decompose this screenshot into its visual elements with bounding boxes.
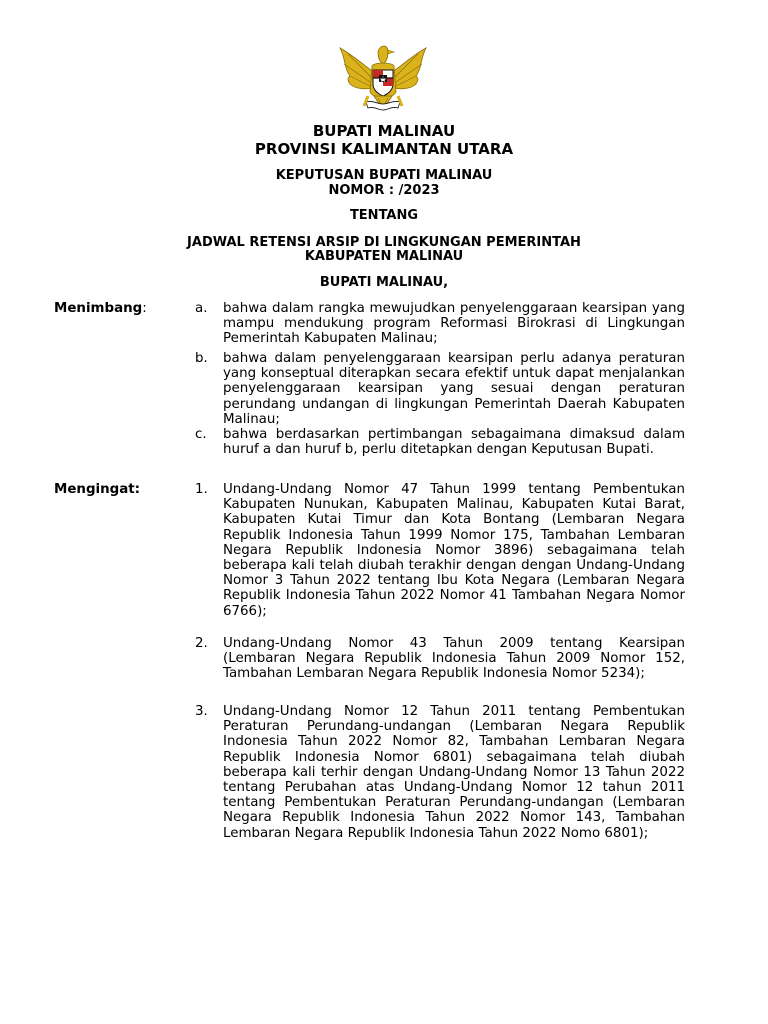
regent-title: BUPATI MALINAU [312, 122, 456, 140]
item-text: Undang-Undang Nomor 43 Tahun 2009 tentang Kearsipan (Lembaran Negara Republik Indonesia Tahun 2009 Nomor 152, Tambahan Lembaran Negara Republik Indonesia Nomor 5234); [223, 636, 685, 682]
menimbang-label: Menimbang: [54, 301, 147, 316]
item-marker: 2. [195, 636, 208, 651]
item-text: Undang-Undang Nomor 47 Tahun 1999 tentang Pembentukan Kabupaten Nunukan, Kabupaten Malinau, Kabupaten Kutai Barat, Kabupaten Kutai Timur dan Kota Bontang (Lembaran Negara Republik Indonesia Tahun 1999 Nomor 175, Tambahan Lembaran Negara Republik Indonesia Nomor 3896) sebagaimana telah beberapa kali telah diubah terakhir dengan dengan Undang-Undang Nomor 3 Tahun 2022 tentang Ibu Kota Negara (Lembaran Negara Republik Indonesia Tahun 2022 Nomor 41 Tambahan Negara Nomor 6766); [223, 482, 685, 619]
official-title: BUPATI MALINAU, [319, 275, 449, 290]
decree-title: KEPUTUSAN BUPATI MALINAU [275, 168, 493, 183]
decree-subject-line1: JADWAL RETENSI ARSIP DI LINGKUNGAN PEMERINTAH [187, 235, 581, 250]
item-marker: b. [195, 351, 208, 366]
province-title: PROVINSI KALIMANTAN UTARA [254, 140, 514, 158]
item-text: Undang-Undang Nomor 12 Tahun 2011 tentang Pembentukan Peraturan Perundang-undangan (Lembaran Negara Republik Indonesia Tahun 2022 Nomor 82, Tambahan Lembaran Negara Republik Indonesia Nomor 6801) sebagaimana telah diubah beberapa kali terhir dengan Undang-Undang Nomor 13 Tahun 2022 tentang Perubahan atas Undang-Undang Nomor 12 tahun 2011 tentang Pembentukan Peraturan Perundang-undangan (Lembaran Negara Republik Indonesia Tahun 2022 Nomor 143, Tambahan Lembaran Negara Republik Indonesia Tahun 2022 Nomo 6801); [223, 704, 685, 841]
tentang-heading: TENTANG [349, 208, 419, 223]
item-marker: 1. [195, 482, 208, 497]
item-text: bahwa dalam rangka mewujudkan penyelenggaraan kearsipan yang mampu mendukung program Reformasi Birokrasi di Lingkungan Pemerintah Kabupaten Malinau; [223, 301, 685, 347]
mengingat-label: Mengingat: [54, 482, 141, 497]
decree-subject-line2: KABUPATEN MALINAU [304, 249, 464, 264]
item-marker: 3. [195, 704, 208, 719]
decree-number: NOMOR : /2023 [328, 183, 440, 198]
garuda-pancasila-emblem [328, 40, 438, 118]
item-text: bahwa dalam penyelenggaraan kearsipan perlu adanya peraturan yang konseptual diterapkan secara efektif untuk dapat menjalankan penyelenggaraan kearsipan yang sesuai dengan peraturan perundang undangan di lingkungan Pemerintah Daerah Kabupaten Malinau; [223, 351, 685, 427]
menimbang-colon: : [142, 301, 147, 316]
item-marker: a. [195, 301, 208, 316]
item-text: bahwa berdasarkan pertimbangan sebagaimana dimaksud dalam huruf a dan huruf b, perlu ditetapkan dengan Keputusan Bupati. [223, 427, 685, 458]
item-marker: c. [195, 427, 207, 442]
